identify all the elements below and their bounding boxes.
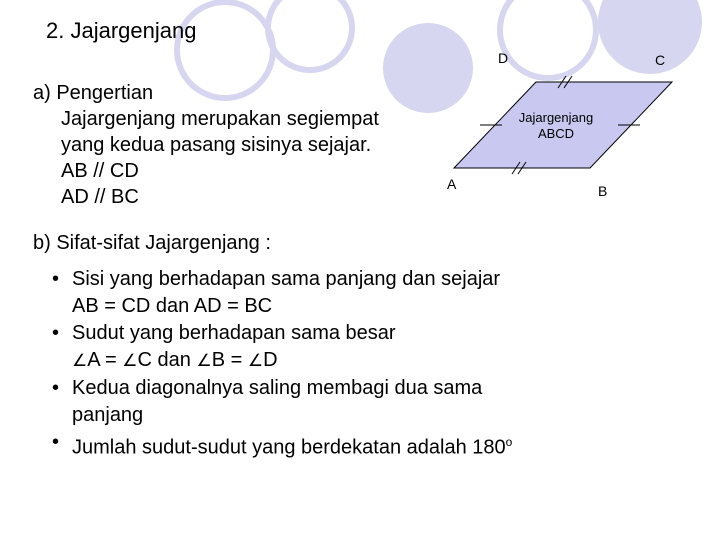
vertex-label-d: D [498,50,509,66]
property-text: Sudut yang berhadapan sama besar [72,322,396,344]
definition-section [33,80,379,210]
angle-text: D [263,349,278,371]
bullet-icon: • [52,377,60,399]
property-text: Jumlah sudut-sudut yang berdekatan adalah 180 [72,436,506,459]
property-text-cont: panjang [72,404,144,426]
list-item [50,429,650,462]
angle-text: C dan [137,349,197,371]
bullet-icon: • [52,431,60,453]
list-item [50,320,650,375]
property-text: Kedua diagonalnya saling membagi dua sama [72,377,483,399]
figure-name: Jajargenjang [518,110,594,125]
bullet-icon: • [52,322,60,344]
figure-name-sub: ABCD [537,126,575,141]
parallel-ad-bc: AD // BC [61,186,139,208]
angle-icon: ∠ [122,351,138,371]
decor-circle-mid [268,0,352,70]
angle-text: A = [87,349,123,371]
definition-heading: a) Pengertian [33,82,154,104]
angle-text: B = [211,349,248,371]
definition-line: yang kedua pasang sisinya sejajar. [61,134,372,156]
angle-icon: ∠ [247,351,264,371]
parallel-ab-cd: AB // CD [61,160,139,182]
vertex-label-b: B [598,183,608,199]
angle-icon: ∠ [72,351,88,371]
angle-icon: ∠ [196,351,212,371]
property-detail: AB = CD dan AD = BC [72,295,273,317]
degree-sign: o [505,435,513,449]
page-title: 2. Jajargenjang [46,18,197,43]
properties-list [50,266,650,462]
bullet-icon: • [52,268,60,290]
parallelogram-figure [440,40,700,210]
definition-line: Jajargenjang merupakan segiempat [61,108,379,130]
property-detail [72,347,650,375]
properties-heading: b) Sifat-sifat Jajargenjang : [33,232,271,254]
list-item [50,375,650,429]
property-text: Sisi yang berhadapan sama panjang dan sejajar [72,268,501,290]
vertex-label-c: C [655,52,666,68]
list-item [50,266,650,320]
vertex-label-a: A [447,176,457,192]
